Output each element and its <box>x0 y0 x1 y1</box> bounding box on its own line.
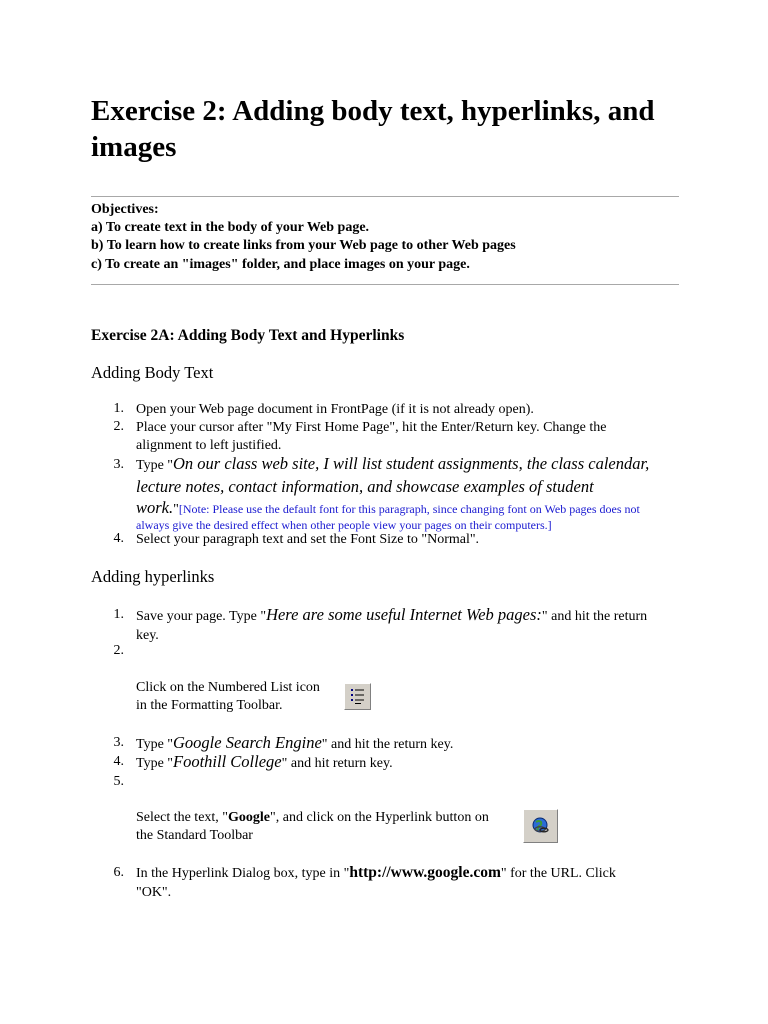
step-text-suffix: ", and click on the Hyperlink button on <box>270 810 489 825</box>
objective-item: a) To create text in the body of your Web page. <box>91 220 370 236</box>
step-text <box>136 809 516 845</box>
quote-close: " <box>173 502 179 517</box>
step-text-suffix: " and hit the return <box>541 609 648 624</box>
hyperlink-icon <box>523 809 558 843</box>
step-number: 4. <box>113 531 124 546</box>
step-text-prefix: Type " <box>136 737 174 752</box>
objective-item: c) To create an "images" folder, and place images on your page. <box>91 256 470 272</box>
step-text-line: the Standard Toolbar <box>136 828 253 843</box>
step-text-prefix: Select the text, " <box>136 810 229 825</box>
section-heading-body-text: Adding Body Text <box>91 363 214 382</box>
step-text-line: key. <box>136 628 159 643</box>
sample-text: Foothill College <box>173 752 282 771</box>
step-number: 4. <box>113 754 124 769</box>
step-text-line: Place your cursor after "My First Home Page", hit the Enter/Return key. Change the <box>136 420 607 435</box>
step-text <box>136 679 346 715</box>
step-number: 3. <box>113 735 124 750</box>
objective-item: b) To learn how to create links from your Web page to other Web pages <box>91 238 516 254</box>
step-text <box>136 863 676 902</box>
font-note: [Note: Please use the default font for this paragraph, since changing font on Web pages does not <box>178 502 640 516</box>
step-text-line: in the Formatting Toolbar. <box>136 698 283 713</box>
step-text <box>136 454 676 533</box>
section-heading-hyperlinks: Adding hyperlinks <box>91 567 215 586</box>
step-number: 2. <box>113 643 124 658</box>
step-text-line: alignment to left justified. <box>136 438 282 453</box>
step-text: Open your Web page document in FrontPage (if it is not already open). <box>136 402 534 417</box>
page-title: Exercise 2: Adding body text, hyperlinks, and images <box>91 95 655 163</box>
step-text-prefix: Type " <box>136 458 174 473</box>
step-text-suffix: " and hit return key. <box>281 756 393 771</box>
step-text-line: Click on the Numbered List icon <box>136 680 320 695</box>
step-text <box>136 751 676 774</box>
step-text <box>136 419 676 455</box>
step-number: 6. <box>113 865 124 880</box>
url-text: http://www.google.com <box>349 864 501 881</box>
objectives-heading: Objectives: <box>91 202 159 217</box>
sample-text-line: On our class web site, I will list student assignments, the class calendar, <box>173 454 650 473</box>
step-text: Select your paragraph text and set the Font Size to "Normal". <box>136 532 480 547</box>
sample-text: Google Search Engine <box>173 733 322 752</box>
step-text-prefix: Save your page. Type " <box>136 609 267 624</box>
numbered-list-icon <box>344 683 371 710</box>
step-number: 1. <box>113 607 124 622</box>
step-text-line: "OK". <box>136 885 172 900</box>
step-number: 3. <box>113 457 124 472</box>
objectives-block <box>91 201 516 274</box>
step-text-suffix: " and hit the return key. <box>321 737 454 752</box>
step-text-prefix: In the Hyperlink Dialog box, type in " <box>136 866 350 881</box>
font-note: always give the desired effect when other people view your pages on their computers.] <box>136 518 552 532</box>
sample-text-line: lecture notes, contact information, and showcase examples of student <box>136 476 594 496</box>
sample-text: Here are some useful Internet Web pages: <box>266 605 542 624</box>
exercise-heading: Exercise 2A: Adding Body Text and Hyperlinks <box>91 327 405 344</box>
step-number: 2. <box>113 419 124 434</box>
divider-top <box>91 196 679 197</box>
divider-bottom <box>91 284 679 285</box>
step-number: 1. <box>113 401 124 416</box>
sample-text-line: work. <box>136 498 174 517</box>
step-text-suffix: " for the URL. Click <box>500 866 616 881</box>
step-text-prefix: Type " <box>136 756 174 771</box>
bold-term: Google <box>228 810 271 825</box>
step-text <box>136 604 676 645</box>
step-number: 5. <box>113 774 124 789</box>
